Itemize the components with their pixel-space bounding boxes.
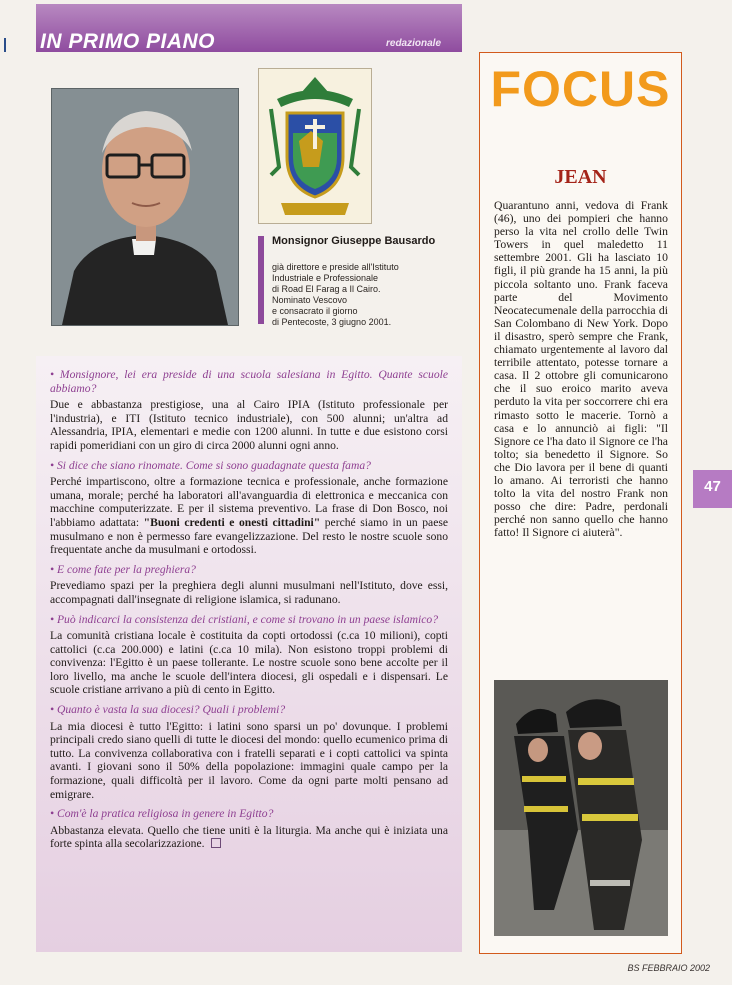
- margin-rule: [4, 38, 6, 52]
- interview-question: • Può indicarci la consistenza dei cristiani, e come si trovano in un paese islamico?: [50, 612, 438, 626]
- focus-heading: JEAN: [554, 166, 607, 188]
- interview-question: • E come fate per la preghiera?: [50, 562, 196, 576]
- caption-name: Monsignor Giuseppe Bausardo: [272, 235, 436, 247]
- interview-answer: La mia diocesi è tutto l'Egitto: i latini sono sparsi un po' dovunque. I problemi principali credo siano quelli di tutte le diocesi del mondo: quello ecumenico prima di tutto. La convivenza collaborativa con i fratelli separati e i copti cattolici va spinta avanti. I giovani sono il 50% della popolazione: immagini quale campo per la formazione, quali difficoltà per il lavoro. Come da ogni parte molti pensano ad emigrare.: [50, 719, 448, 801]
- caption-accent-bar: [258, 236, 264, 324]
- focus-title: FOCUS: [490, 61, 671, 117]
- page-number: 47: [704, 478, 721, 495]
- interview-answer: Prevediamo spazi per la preghiera degli alunni musulmani nell'Istituto, dove essi, accompagnati dall'insegnate di religione islamica, si radunano.: [50, 579, 448, 606]
- firefighters-photo: [494, 680, 668, 936]
- coat-of-arms-image: [258, 68, 372, 224]
- end-mark-icon: [211, 838, 221, 848]
- interview-question: • Com'è la pratica religiosa in genere in Egitto?: [50, 807, 274, 821]
- caption-text: già direttore e preside all'Istituto Industriale e Professionale di Road El Farag a Il Cairo. Nominato Vescovo e consacrato il giorno di Pentecoste, 3 giugno 2001.: [272, 262, 399, 327]
- interview-question: • Monsignore, lei era preside di una scuola salesiana in Egitto. Quante scuole abbiamo?: [50, 368, 448, 395]
- issue-date: BS FEBBRAIO 2002: [627, 963, 710, 973]
- interview-body: [50, 362, 448, 855]
- interview-question: • Quanto è vasta la sua diocesi? Quali i problemi?: [50, 703, 286, 717]
- interview-answer: La comunità cristiana locale è costituita da copti ortodossi (c.ca 10 milioni), copti cattolici (c.ca 200.000) e latini (c.ca 10 mila). Non esistono troppi problemi di convivenza: l'Egitto è un paese tollerante. Le nostre scuole sono bene accolte per il loro livello, ma anche le scuole dell'intera diocesi, gli ospedali e i dispensari. Le scuole cristiane arrivano a più di cento in Egitto.: [50, 629, 448, 697]
- interview-answer: [50, 475, 448, 557]
- section-credit: redazionale: [386, 38, 442, 49]
- answer-text: Abbastanza elevata. Quello che tiene uniti è la liturgia. Ma anche qui è iniziata una forte spinta alla secolarizzazione.: [50, 823, 448, 851]
- portrait-photo: [51, 88, 239, 326]
- interview-answer: [50, 824, 448, 851]
- motto-text: "Buoni credenti e onesti cittadini": [143, 515, 321, 529]
- answer-text: perché siamo in un paese musulmano e non è permesso fare evangelizzazione. Del resto le nostre scuole sono frequentate anche da musulmani e ortodossi.: [50, 515, 449, 557]
- focus-text: Quarantuno anni, vedova di Frank (46), uno dei pompieri che hanno perso la vita nel crollo delle Twin Towers in quel maledetto 11 settembre 2001. Gli ha lasciato 10 figli, il più grande ha 15 anni, la più piccola soltanto uno. Frank faceva parte del Movimento Neocatecumenale della parrocchia di San Colombano di New York. Dopo il disastro, sperò sempre che Frank, chiamato urgentemente al lavoro dal terribile attentato, potesse tornare a casa. Il 2 ottobre gli comunicarono che il suo eroico marito aveva perduto la vita per soccorrere chi era rimasto sotto le macerie. Tornò a casa e lo annunciò ai figli: "Il Signore ce l'ha dato il Signore ce l'ha tolto; sia benedetto il Signore. So che Dio lavora per il bene di quanti lo amano. Ai terroristi che hanno tolto la vita del nostro Frank non posso che dire: Padre, perdonali perché non sanno quello che hanno fatto! Il Signore ci aiuterà".: [494, 199, 668, 540]
- section-title: IN PRIMO PIANO: [40, 30, 216, 53]
- interview-question: • Si dice che siano rinomate. Come si sono guadagnate questa fama?: [50, 458, 371, 472]
- interview-answer: Due e abbastanza prestigiose, una al Cairo IPIA (Istituto professionale per l'industria), e ITI (Istituto tecnico industriale), con 500 alunni; un'altra ad Alessandria, IPIA, elementari e medie con 1200 alunni. In tutte e due esistono corsi rapidi pomeridiani con un giro di circa 2000 alunni ogni anno.: [50, 398, 448, 452]
- answer-text: Perché impartiscono, oltre a formazione tecnica e professionale, anche formazione umana, morale; perché ha laboratori all'avanguardia di elettronica e meccanica con macchine computerizzate. E per il sistema preventivo. La frase di Don Bosco, noi l'abbiamo adattata:: [50, 475, 448, 529]
